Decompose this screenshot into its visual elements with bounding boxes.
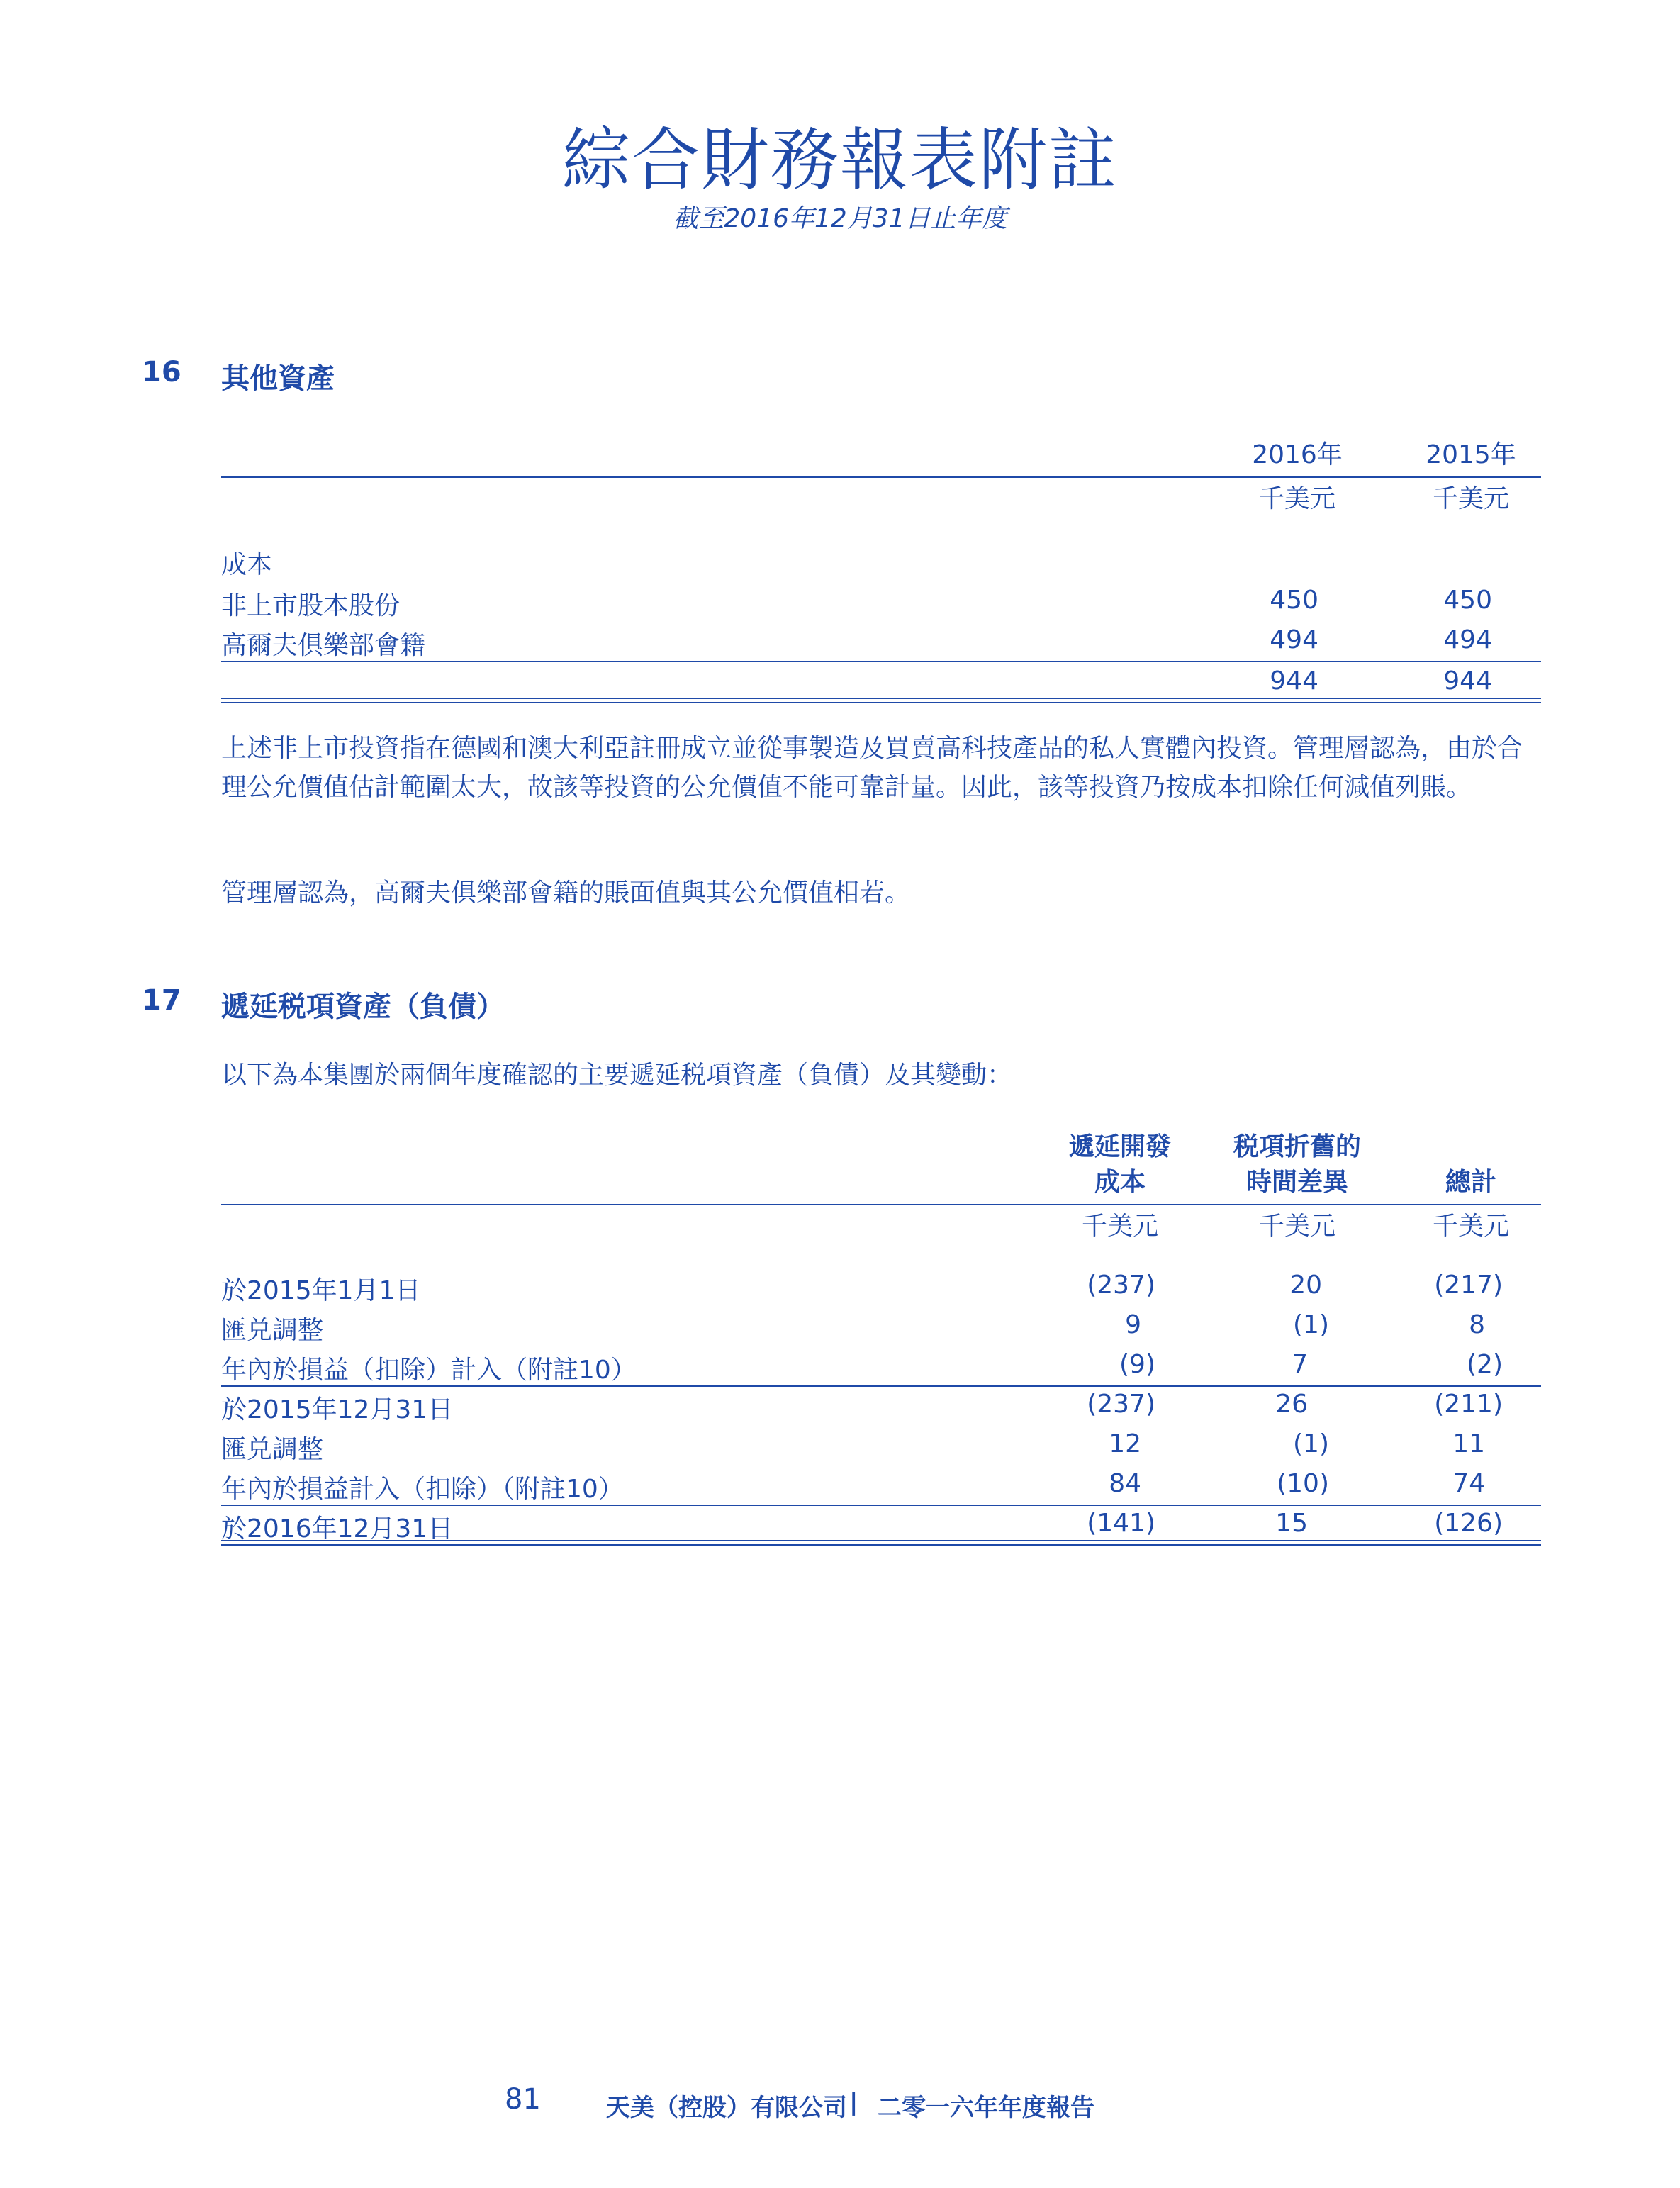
note17-row-c3: (2) (1467, 1350, 1503, 1379)
note16-paragraph-1: 上述非上市投資指在德國和澳大利亞註冊成立並從事製造及買賣高科技產品的私人實體內投資。管理層認為，由於合理公允價值估計範圍太大，故該等投資的公允價值不能可靠計量。因此，該等投資乃按成本扣除任何減值列賬。 (221, 734, 1523, 802)
note17-unit-col1: 千美元 (1081, 1212, 1158, 1241)
page-title: 綜合財務報表附註 (562, 121, 1118, 200)
note16-header-rule (221, 476, 1541, 478)
note17-col2-header-line1: 税項折舊的 (1233, 1132, 1361, 1161)
note17-row-label: 匯兑調整 (221, 1435, 324, 1464)
note17-intro: 以下為本集團於兩個年度確認的主要遞延税項資產（負債）及其變動： (221, 1061, 1013, 1090)
note17-col2-header-line2: 時間差異 (1245, 1168, 1348, 1197)
footer-report-name: 二零一六年年度報告 (878, 2094, 1094, 2122)
note17-row-c3: (211) (1434, 1390, 1503, 1419)
note17-header-rule (221, 1204, 1541, 1205)
note17-col1-header-line2: 成本 (1094, 1168, 1146, 1197)
note17-row-label: 匯兑調整 (221, 1316, 324, 1345)
note17-col1-header-line1: 遞延開發 (1068, 1132, 1171, 1161)
note-17-number: 17 (142, 984, 181, 1017)
note16-row-value-2016: 494 (1270, 625, 1318, 654)
note-17-title: 遞延税項資產（負債） (221, 990, 505, 1023)
note17-row-c3: (126) (1434, 1509, 1503, 1538)
page-subtitle: 截至2016年12月31日止年度 (673, 204, 1007, 233)
note16-col-2016: 2016年 (1252, 440, 1343, 469)
note17-row-c1: (237) (1087, 1271, 1155, 1300)
note16-row-value-2015: 450 (1443, 586, 1492, 615)
note16-col-2015: 2015年 (1426, 440, 1516, 469)
note17-row-c2: 15 (1275, 1509, 1308, 1538)
note-16-title: 其他資產 (221, 362, 335, 395)
note17-unit-col3: 千美元 (1432, 1212, 1509, 1241)
note17-row-c2: 26 (1275, 1390, 1308, 1419)
note16-row-label: 非上市股本股份 (221, 591, 401, 620)
note17-subtotal-rule (221, 1385, 1541, 1387)
note16-row-value-2015: 494 (1443, 625, 1492, 654)
page-number: 81 (505, 2083, 541, 2116)
note16-unit-2015: 千美元 (1432, 484, 1509, 513)
footer-separator: | (849, 2088, 858, 2116)
note17-row-c2: (10) (1277, 1469, 1329, 1498)
note16-total-2015: 944 (1443, 666, 1492, 696)
note17-row-c3: 8 (1469, 1310, 1485, 1339)
note17-row-c3: (217) (1434, 1271, 1503, 1300)
note16-row-value-2016: 450 (1270, 586, 1318, 615)
note16-unit-2016: 千美元 (1258, 484, 1335, 513)
note17-row-c1: 9 (1125, 1310, 1141, 1339)
note16-total-double-rule (221, 698, 1541, 703)
note17-row-c2: 7 (1292, 1350, 1308, 1379)
note16-subtotal-rule (221, 661, 1541, 662)
note16-paragraph-2: 管理層認為，高爾夫俱樂部會籍的賬面值與其公允價值相若。 (221, 878, 911, 908)
note17-unit-col2: 千美元 (1258, 1212, 1335, 1241)
note17-row-label: 年內於損益（扣除）計入（附註10） (221, 1356, 637, 1385)
note-16-number: 16 (142, 356, 181, 389)
note17-row-c1: (9) (1119, 1350, 1155, 1379)
note16-group-label: 成本 (221, 550, 273, 579)
note16-row-label: 高爾夫俱樂部會籍 (221, 631, 426, 660)
note17-row-c2: (1) (1293, 1310, 1329, 1339)
note16-total-2016: 944 (1270, 666, 1318, 696)
note17-row-c2: (1) (1293, 1429, 1329, 1458)
note17-row-label: 於2015年1月1日 (221, 1276, 421, 1305)
note17-row-label: 年內於損益計入（扣除）（附註10） (221, 1475, 624, 1504)
note17-row-c1: (141) (1087, 1509, 1155, 1538)
footer-company: 天美（控股）有限公司 (606, 2094, 847, 2122)
note17-total-double-rule (221, 1540, 1541, 1546)
note17-row-c1: (237) (1087, 1390, 1155, 1419)
note17-row-c2: 20 (1289, 1271, 1322, 1300)
note17-row-label: 於2016年12月31日 (221, 1514, 454, 1544)
note17-row-label: 於2015年12月31日 (221, 1395, 454, 1424)
note17-row-c1: 84 (1109, 1469, 1141, 1498)
note17-row-c1: 12 (1109, 1429, 1141, 1458)
note17-col3-header: 總計 (1445, 1168, 1496, 1197)
note17-subtotal-rule (221, 1505, 1541, 1506)
note17-row-c3: 74 (1452, 1469, 1485, 1498)
note17-row-c3: 11 (1452, 1429, 1485, 1458)
